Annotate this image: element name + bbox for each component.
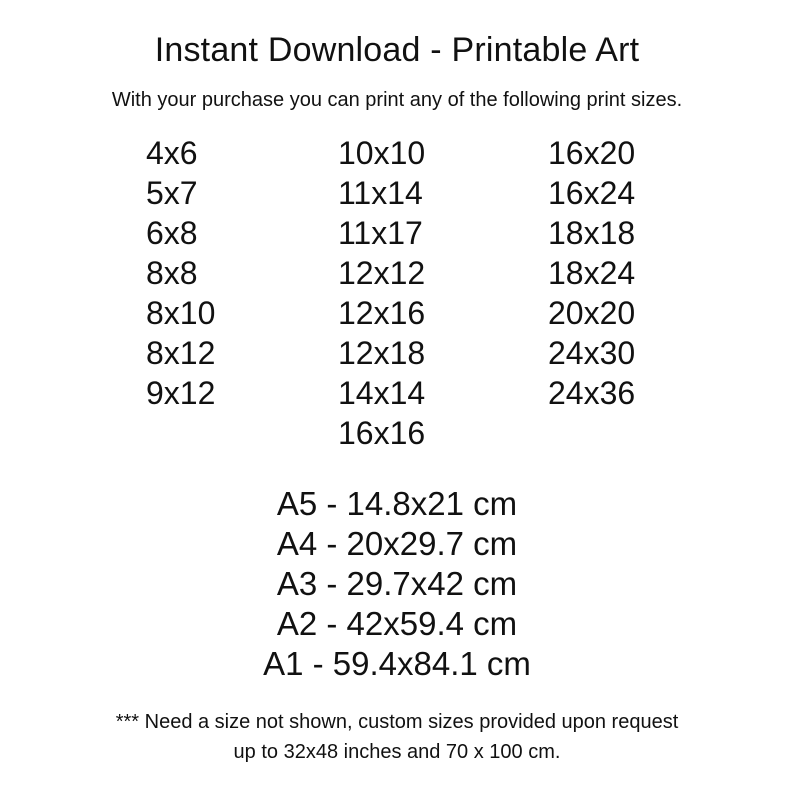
size-item: 12x12 xyxy=(338,255,426,291)
size-item: 10x10 xyxy=(338,135,426,171)
size-item: 16x24 xyxy=(548,175,636,211)
size-item: 11x17 xyxy=(338,215,423,251)
size-item: 8x8 xyxy=(146,255,198,291)
inch-sizes-column-1 xyxy=(146,133,215,413)
a-size-item: A4 - 20x29.7 cm xyxy=(276,525,518,562)
inch-sizes-column-2 xyxy=(338,133,425,453)
size-item: 16x16 xyxy=(338,415,426,451)
page-subtitle: With your purchase you can print any of the following print sizes. xyxy=(111,89,683,111)
a-series-sizes-list xyxy=(0,484,794,684)
size-item: 12x18 xyxy=(338,335,426,371)
a-size-item: A3 - 29.7x42 cm xyxy=(276,565,518,602)
a-size-item: A5 - 14.8x21 cm xyxy=(276,485,518,522)
a-size-item: A2 - 42x59.4 cm xyxy=(276,605,518,642)
custom-size-note-line-2: up to 32x48 inches and 70 x 100 cm. xyxy=(233,741,561,763)
size-item: 12x16 xyxy=(338,295,426,331)
page-title: Instant Download - Printable Art xyxy=(154,31,640,69)
size-item: 20x20 xyxy=(548,295,636,331)
a-size-item: A1 - 59.4x84.1 cm xyxy=(263,645,531,682)
size-item: 6x8 xyxy=(146,215,198,251)
size-item: 16x20 xyxy=(548,135,636,171)
custom-size-note-line-1: *** Need a size not shown, custom sizes provided upon request xyxy=(115,711,679,733)
size-item: 8x12 xyxy=(146,335,216,371)
inch-sizes-column-3 xyxy=(548,133,635,413)
size-item: 24x36 xyxy=(548,375,636,411)
size-item: 18x24 xyxy=(548,255,636,291)
size-item: 9x12 xyxy=(146,375,216,411)
size-item: 4x6 xyxy=(146,135,198,171)
size-item: 5x7 xyxy=(146,175,198,211)
size-item: 24x30 xyxy=(548,335,636,371)
size-item: 14x14 xyxy=(338,375,426,411)
size-item: 11x14 xyxy=(338,175,423,211)
size-item: 8x10 xyxy=(146,295,216,331)
custom-size-note xyxy=(0,707,794,767)
size-item: 18x18 xyxy=(548,215,636,251)
